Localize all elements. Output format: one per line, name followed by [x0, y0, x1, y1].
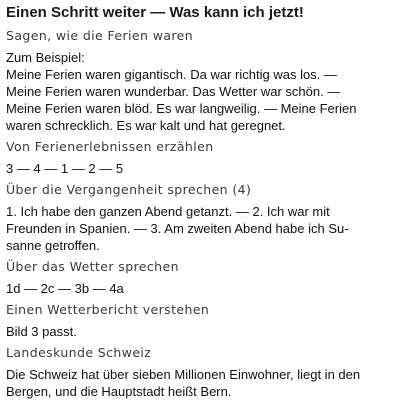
text-line: Bergen, und die Hauptstadt heißt Bern. [6, 384, 232, 399]
section-body [6, 323, 402, 340]
text-line: Meine Ferien waren gigantisch. Da war richtig was los. — [6, 67, 337, 82]
section-heading: Über das Wetter sprechen [6, 259, 179, 274]
text-line: 1. Ich habe den ganzen Abend getanzt. — 2. Ich war mit [6, 204, 330, 219]
section-wetter [6, 259, 402, 297]
text-line: sanne getroffen. [6, 238, 100, 253]
section-schweiz [6, 345, 402, 400]
section-ferienerlebnisse [6, 139, 402, 177]
text-line: Freunden in Spanien. — 3. Am zweiten Abend habe ich Su- [6, 221, 349, 236]
text-line: 3 — 4 — 1 — 2 — 5 [6, 161, 124, 176]
answer-key-page [6, 4, 402, 405]
section-body [6, 366, 402, 400]
section-ferien [6, 28, 402, 134]
text-line: Meine Ferien waren wunderbar. Das Wetter war schön. — [6, 84, 341, 99]
section-body [6, 49, 402, 134]
text-line: Die Schweiz hat über sieben Millionen Einwohner, liegt in den [6, 367, 361, 382]
section-body [6, 203, 402, 254]
text-line: Meine Ferien waren blöd. Es war langweilig. — Meine Ferien [6, 101, 357, 116]
section-vergangenheit [6, 182, 402, 254]
section-heading: Sagen, wie die Ferien waren [6, 28, 194, 43]
page-title: Einen Schritt weiter — Was kann ich jetzt! [6, 4, 304, 21]
section-body [6, 160, 402, 177]
section-heading: Über die Vergangenheit sprechen (4) [6, 182, 252, 197]
section-body [6, 280, 402, 297]
section-heading: Landeskunde Schweiz [6, 345, 152, 360]
text-line: Bild 3 passt. [6, 324, 77, 339]
section-heading: Einen Wetterbericht verstehen [6, 302, 210, 317]
section-heading: Von Ferienerlebnissen erzählen [6, 139, 214, 154]
section-wetterbericht [6, 302, 402, 340]
text-line: 1d — 2c — 3b — 4a [6, 281, 124, 296]
text-line: waren schrecklich. Es war kalt und hat geregnet. [6, 118, 286, 133]
text-line: Zum Beispiel: [6, 50, 85, 65]
